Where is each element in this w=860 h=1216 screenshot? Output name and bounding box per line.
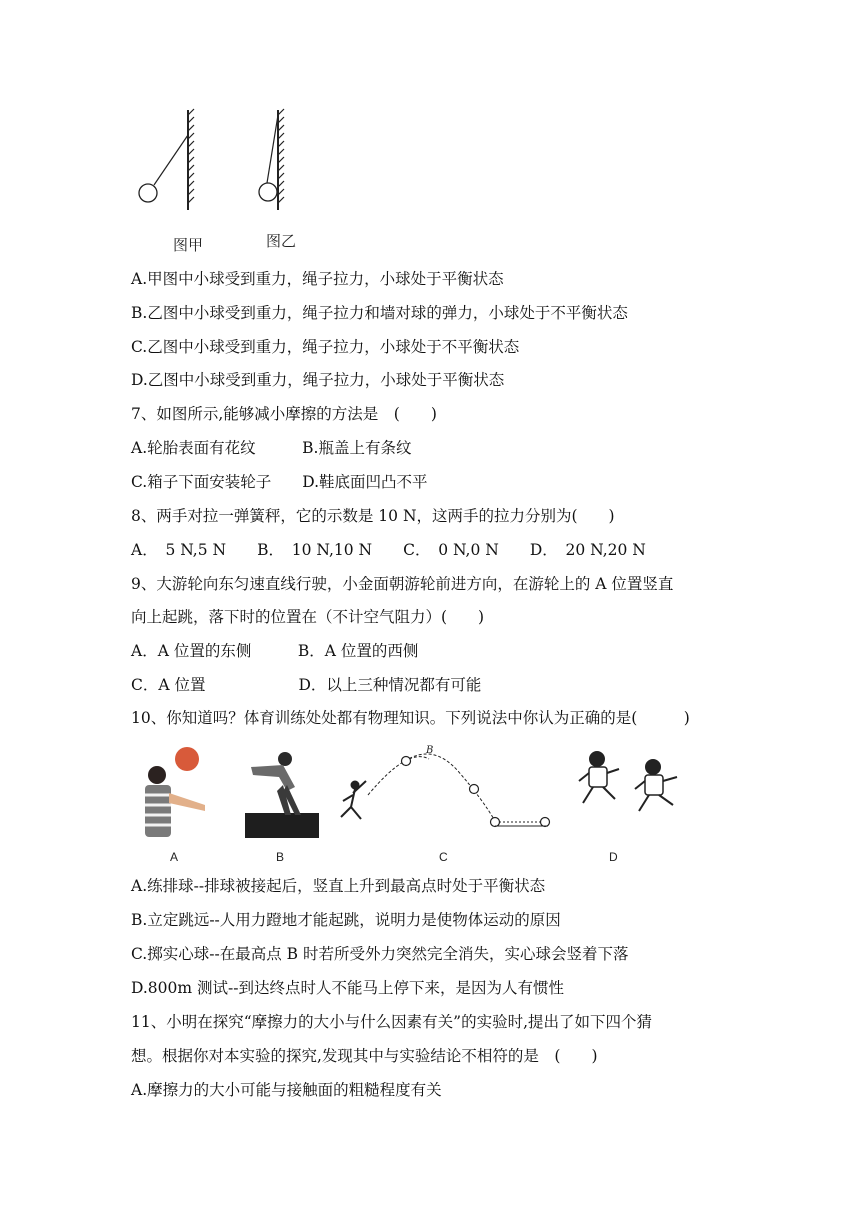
q8-stem: 8、两手对拉一弹簧秤，它的示数是 10 N，这两手的拉力分别为( ) <box>131 507 615 525</box>
q7-options-row2: C.箱子下面安装轮子 D.鞋底面凹凸不平 <box>131 473 428 491</box>
q10-option-b: B.立定跳远--人用力蹬地才能起跳，说明力是使物体运动的原因 <box>131 911 561 929</box>
q10-option-d: D.800m 测试--到达终点时人不能马上停下来，是因为人有惯性 <box>131 979 564 997</box>
volleyball-image <box>135 745 215 840</box>
q9-stem-line1: 9、大游轮向东匀速直线行驶，小金面朝游轮前进方向，在游轮上的 A 位置竖直 <box>131 575 674 593</box>
q9-stem-line2: 向上起跳，落下时的位置在（不计空气阻力）( ) <box>131 608 485 626</box>
q6-option-d: D.乙图中小球受到重力，绳子拉力，小球处于平衡状态 <box>131 371 505 389</box>
q10-option-a: A.练排球--排球被接起后，竖直上升到最高点时处于平衡状态 <box>131 877 546 895</box>
q11-stem-line1: 11、小明在探究“摩擦力的大小与什么因素有关”的实验时,提出了如下四个猜 <box>131 1013 653 1031</box>
q9-options-row2: C．A 位置 D．以上三种情况都有可能 <box>131 676 482 694</box>
image-label-c: C <box>439 850 448 864</box>
figure-jia-label: 图甲 <box>173 236 204 254</box>
q11-stem-line2: 想。根据你对本实验的探究,发现其中与实验结论不相符的是 ( ) <box>131 1047 598 1065</box>
q7-options-row1: A.轮胎表面有花纹 B.瓶盖上有条纹 <box>131 439 412 457</box>
image-label-a: A <box>170 850 179 864</box>
point-b-label: B <box>426 745 434 756</box>
q6-option-b: B.乙图中小球受到重力，绳子拉力和墙对球的弹力，小球处于不平衡状态 <box>131 304 628 322</box>
figure-jia-diagram <box>130 105 210 215</box>
q9-options-row1: A．A 位置的东侧 B．A 位置的西侧 <box>131 642 419 660</box>
q11-option-a: A.摩擦力的大小可能与接触面的粗糙程度有关 <box>131 1081 442 1099</box>
long-jump-image <box>243 745 321 840</box>
q6-option-a: A.甲图中小球受到重力，绳子拉力，小球处于平衡状态 <box>131 270 504 288</box>
image-label-b: B <box>276 850 285 864</box>
figure-yi-diagram <box>250 105 320 215</box>
figure-yi-label: 图乙 <box>266 232 297 250</box>
image-label-d: D <box>609 850 618 864</box>
q6-option-c: C.乙图中小球受到重力，绳子拉力，小球处于不平衡状态 <box>131 338 520 356</box>
running-image <box>577 745 689 840</box>
q8-options: A． 5 N,5 N B． 10 N,10 N C． 0 N,0 N D． 20 N,20 N <box>131 541 646 559</box>
q10-option-c: C.掷实心球--在最高点 B 时若所受外力突然完全消失，实心球会竖着下落 <box>131 945 629 963</box>
q10-stem: 10、你知道吗？体育训练处处都有物理知识。下列说法中你认为正确的是( ) <box>131 709 690 727</box>
q7-stem: 7、如图所示,能够减小摩擦的方法是 ( ) <box>131 405 437 423</box>
shot-put-diagram <box>333 745 558 835</box>
